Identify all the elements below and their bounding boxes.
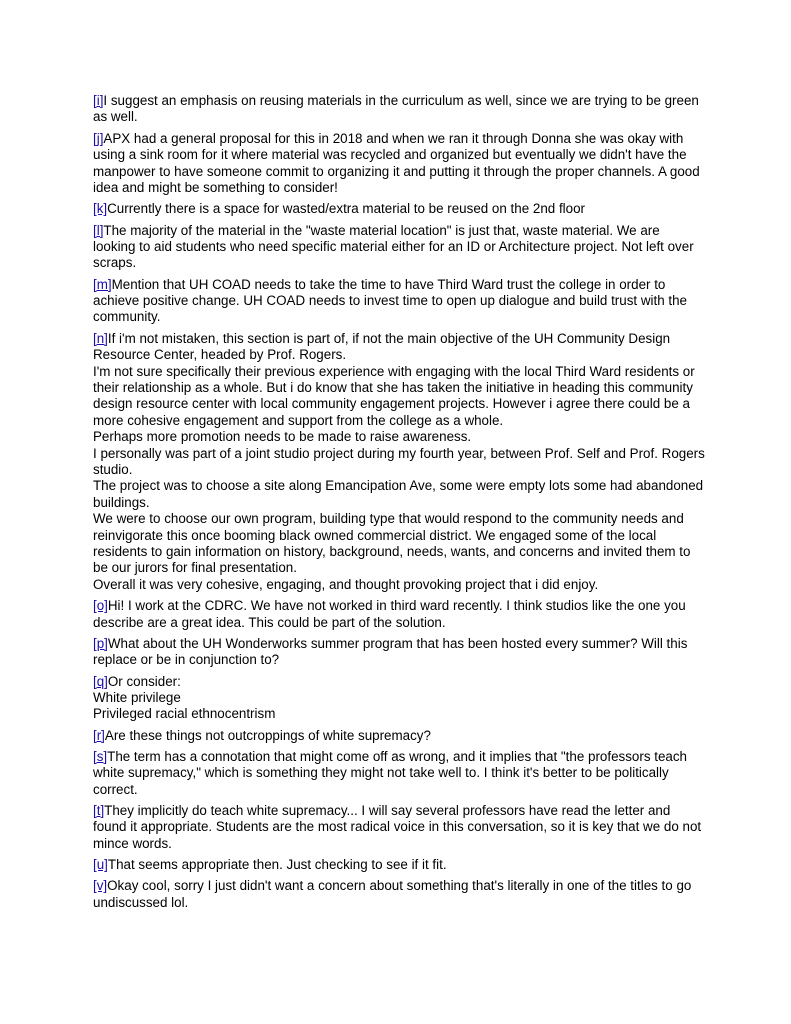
comment-text: White privilege bbox=[93, 689, 181, 705]
comment-reference-link[interactable]: [m] bbox=[93, 276, 112, 292]
comment-text: I'm not sure specifically their previous experience with engaging with the local Third Ward residents or their relationship as a whole. But i do know that she has taken the initiative in heading this community design resource center with local community engagement projects. However i agree there could be a more cohesive engagement and support from the college as a whole. bbox=[93, 363, 699, 428]
comment-reference-link[interactable]: [k] bbox=[93, 201, 108, 217]
comment-text: What about the UH Wonderworks summer program that has been hosted every summer? Will this replace or be in conjunction to? bbox=[93, 635, 692, 668]
comment-text-line bbox=[93, 803, 705, 852]
comment-text: Overall it was very cohesive, engaging, and thought provoking project that i did enjoy. bbox=[93, 576, 599, 592]
comment-text-line bbox=[93, 598, 705, 631]
comment bbox=[93, 857, 705, 873]
comment bbox=[93, 330, 709, 594]
comment-text: APX had a general proposal for this in 2018 and when we ran it through Donna she was okay with using a sink room for it where material was recycled and organized but eventually we didn't have the manpower to have someone commit to organizing it and putting it through the proper channels. A good idea and might be something to consider! bbox=[93, 130, 704, 195]
comment bbox=[93, 674, 705, 723]
comment-text: That seems appropriate then. Just checking to see if it fit. bbox=[107, 857, 447, 873]
comment bbox=[93, 201, 705, 217]
comment-text: Or consider: bbox=[107, 673, 181, 689]
comment-reference-link[interactable]: [p] bbox=[93, 635, 108, 651]
comment-text-line bbox=[93, 478, 705, 511]
comment-text-line bbox=[93, 511, 705, 577]
comment-text-line bbox=[93, 728, 705, 744]
comment-text-line bbox=[93, 690, 705, 706]
comment-text-line bbox=[93, 674, 705, 690]
comment-text-line bbox=[93, 878, 705, 911]
comment-text: Mention that UH COAD needs to take the time to have Third Ward trust the college in order to achieve positive change. UH COAD needs to invest time to open up dialogue and build trust with the community. bbox=[93, 276, 691, 325]
comment-text-line bbox=[93, 131, 705, 197]
comment bbox=[93, 598, 705, 631]
comment-reference-link[interactable]: [u] bbox=[93, 857, 108, 873]
comment-text-line bbox=[93, 429, 705, 445]
comment-reference-link[interactable]: [s] bbox=[93, 748, 108, 764]
comment bbox=[93, 749, 705, 798]
comment-text: Currently there is a space for wasted/extra material to be reused on the 2nd floor bbox=[107, 201, 585, 217]
comment-text: I personally was part of a joint studio project during my fourth year, between Prof. Self and Prof. Rogers studio. bbox=[93, 445, 709, 477]
comment-text: If i'm not mistaken, this section is part of, if not the main objective of the UH Community Design Resource Center, headed by Prof. Rogers. bbox=[93, 330, 674, 363]
comment bbox=[93, 803, 705, 852]
comment-text-line bbox=[93, 331, 705, 364]
comment-reference-link[interactable]: [n] bbox=[93, 330, 108, 346]
comment-text-line bbox=[93, 445, 709, 479]
comment-text: We were to choose our own program, building type that would respond to the community needs and reinvigorate this once booming black owned commercial district. We engaged some of the local residents to gain information on history, background, needs, wants, and concerns and invited them to be our jurors for final presentation. bbox=[93, 511, 695, 576]
comment-text-line bbox=[93, 706, 705, 722]
comment-reference-link[interactable]: [q] bbox=[93, 673, 108, 689]
comment bbox=[93, 728, 705, 744]
comment-text: Privileged racial ethnocentrism bbox=[93, 706, 276, 722]
comment-text: They implicitly do teach white supremacy... I will say several professors have read the letter and found it appropriate. Students are the most radical voice in this conversation, so it is key that we do not mince words. bbox=[93, 803, 705, 851]
comment bbox=[93, 636, 705, 669]
comment bbox=[93, 223, 705, 272]
comment-text-line bbox=[93, 93, 705, 126]
comment-text: The project was to choose a site along Emancipation Ave, some were empty lots some had abandoned buildings. bbox=[93, 478, 707, 510]
comment-reference-link[interactable]: [r] bbox=[93, 727, 105, 743]
comment bbox=[93, 277, 705, 326]
comment-text: Hi! I work at the CDRC. We have not worked in third ward recently. I think studios like the one you describe are a great idea. This could be part of the solution. bbox=[93, 598, 690, 630]
comment-text: I suggest an emphasis on reusing materials in the curriculum as well, since we are trying to be green as well. bbox=[93, 93, 703, 125]
comment-text-line bbox=[93, 636, 705, 669]
comment-text-line bbox=[93, 364, 705, 430]
comment-text-line bbox=[93, 201, 705, 217]
comment-text: The term has a connotation that might come off as wrong, and it implies that "the professors teach white supremacy," which is something they might not take well to. I think it's better to be politically correct. bbox=[93, 748, 691, 797]
comment-text: Are these things not outcroppings of white supremacy? bbox=[104, 727, 431, 743]
comment-text-line bbox=[93, 577, 705, 593]
comment-text: Okay cool, sorry I just didn't want a concern about something that's literally in one of the titles to go undiscussed lol. bbox=[93, 878, 696, 910]
comment-reference-link[interactable]: [v] bbox=[93, 878, 108, 894]
comment-text-line bbox=[93, 277, 705, 326]
comment-reference-link[interactable]: [l] bbox=[93, 222, 104, 238]
comment-text: Perhaps more promotion needs to be made to raise awareness. bbox=[93, 429, 472, 445]
comments-page bbox=[93, 93, 709, 916]
comment-reference-link[interactable]: [i] bbox=[93, 93, 104, 108]
comment-reference-link[interactable]: [o] bbox=[93, 598, 108, 614]
comment bbox=[93, 878, 705, 911]
comment bbox=[93, 131, 705, 197]
comment-text-line bbox=[93, 857, 705, 873]
comment-text-line bbox=[93, 223, 705, 272]
comment-text-line bbox=[93, 749, 705, 798]
comment-reference-link[interactable]: [j] bbox=[93, 130, 104, 146]
comment-reference-link[interactable]: [t] bbox=[93, 803, 105, 819]
comment-text: The majority of the material in the "waste material location" is just that, waste material. We are looking to aid students who need specific material either for an ID or Architecture project. Not left over scraps. bbox=[93, 222, 698, 271]
comment bbox=[93, 93, 705, 126]
